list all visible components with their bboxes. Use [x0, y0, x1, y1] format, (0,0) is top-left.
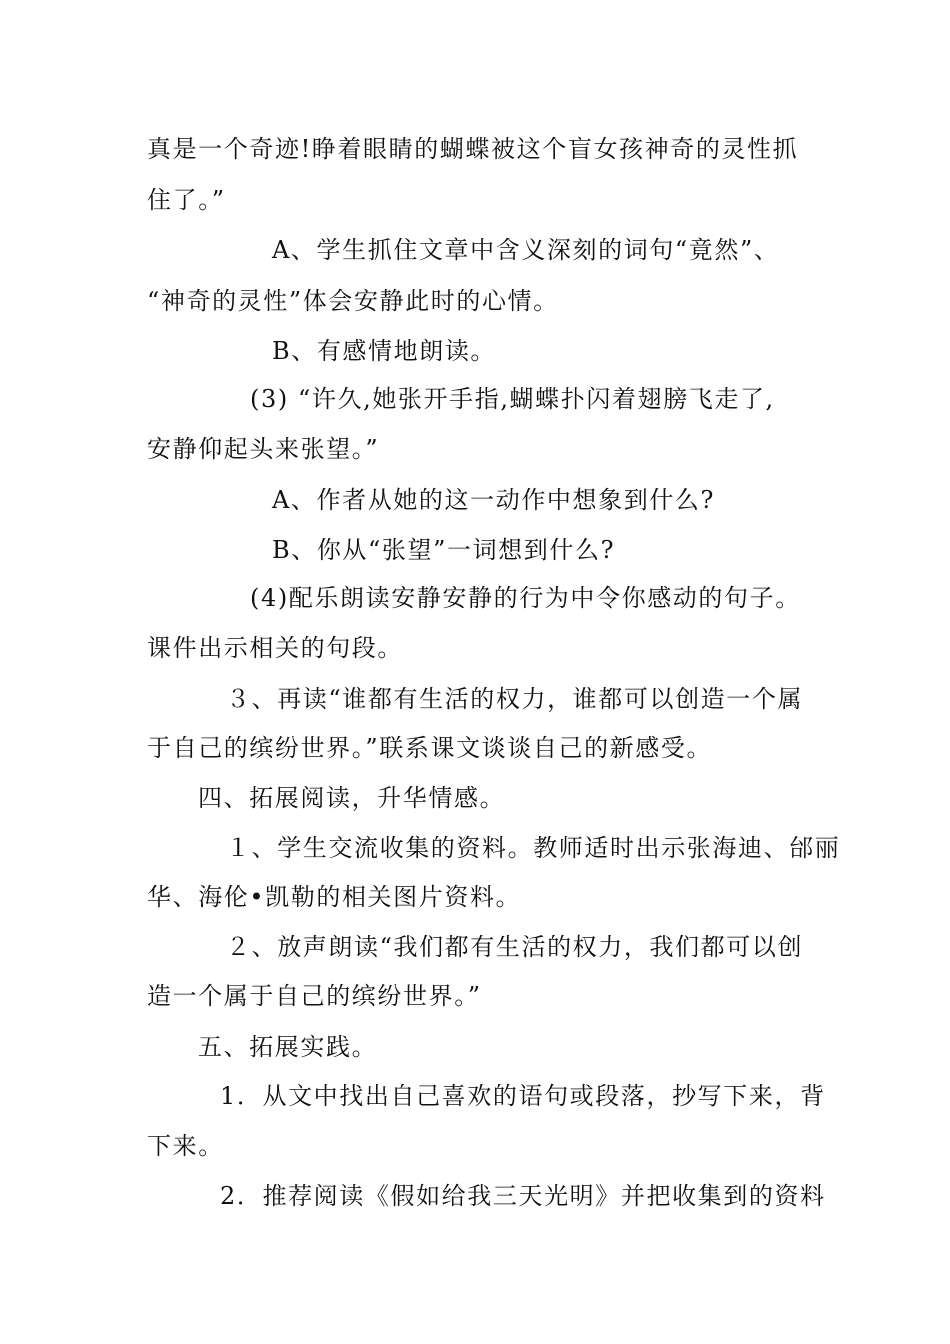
text-line-19: 五、拓展实践。 [198, 1033, 378, 1061]
text-line-9: B、你从“张望”一词想到什么? [272, 536, 616, 564]
text-line-17: ２、放声朗读“我们都有生活的权力，我们都可以创 [226, 933, 804, 961]
text-line-8: A、作者从她的这一动作中想象到什么? [272, 486, 715, 514]
text-line-3: A、学生抓住文章中含义深刻的词句“竟然”、 [272, 236, 780, 264]
text-line-15: １、学生交流收集的资料。教师适时出示张海迪、邰丽 [226, 834, 841, 862]
text-line-18: 造一个属于自己的缤纷世界。” [147, 982, 482, 1010]
text-line-2: 住了。” [147, 186, 226, 214]
text-line-20: 1．从文中找出自己喜欢的语句或段落，抄写下来，背 [220, 1082, 826, 1110]
text-line-1: 真是一个奇迹!睁着眼睛的蝴蝶被这个盲女孩神奇的灵性抓 [147, 135, 799, 163]
text-line-4: “神奇的灵性”体会安静此时的心情。 [147, 287, 559, 315]
text-line-11: 课件出示相关的句段。 [147, 634, 403, 662]
text-line-5: B、有感情地朗读。 [272, 337, 497, 365]
text-line-16: 华、海伦•凯勒的相关图片资料。 [147, 883, 522, 911]
text-line-21: 下来。 [147, 1132, 224, 1160]
text-line-7: 安静仰起头来张望。” [147, 435, 380, 463]
text-line-22: 2．推荐阅读《假如给我三天光明》并把收集到的资料 [220, 1182, 826, 1210]
text-line-10: (4)配乐朗读安静安静的行为中令你感动的句子。 [250, 584, 801, 612]
text-line-14: 四、拓展阅读，升华情感。 [198, 784, 506, 812]
text-line-13: 于自己的缤纷世界。”联系课文谈谈自己的新感受。 [147, 734, 713, 762]
text-line-12: ３、再读“谁都有生活的权力，谁都可以创造一个属 [226, 685, 804, 713]
text-line-6: (3) “许久,她张开手指,蝴蝶扑闪着翅膀飞走了, [250, 385, 775, 413]
